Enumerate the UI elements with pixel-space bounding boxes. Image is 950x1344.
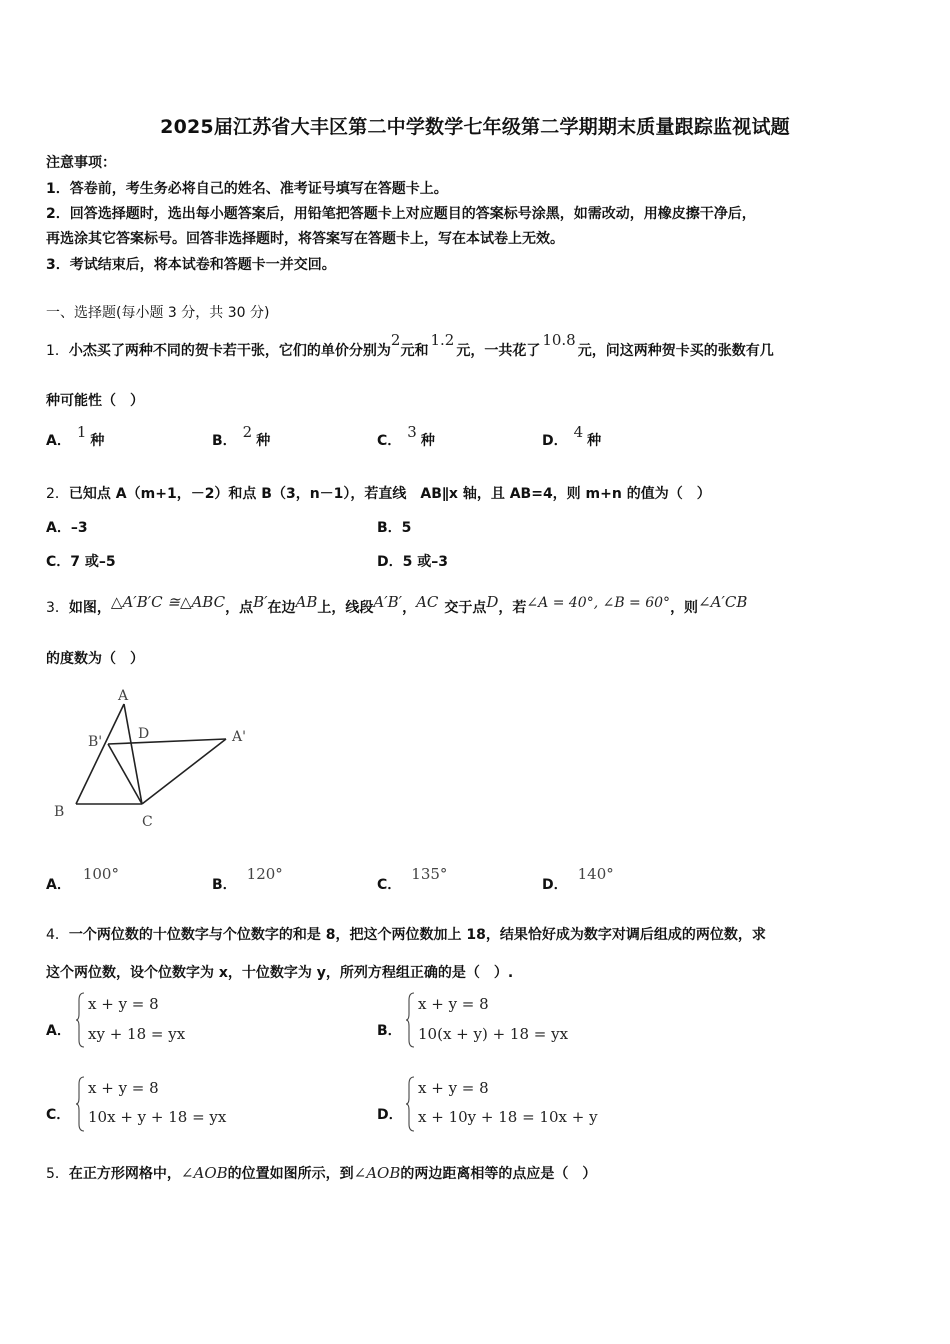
q3-option-c[interactable] [377, 865, 448, 894]
option-label: B． [377, 520, 402, 536]
segment-b-a [76, 704, 124, 804]
question-3-line-1 [46, 593, 748, 617]
q3-option-b[interactable] [212, 865, 283, 894]
option-label: B． [212, 877, 237, 893]
option-text: 5 或–3 [402, 554, 448, 570]
equation-line: 10(x + y) + 18 = yx [418, 1025, 569, 1043]
option-label: D． [542, 433, 568, 449]
question-3-line-2: 的度数为（ ） [46, 651, 144, 667]
option-value: 135° [411, 865, 448, 883]
text: 的位置如图所示，到 [227, 1166, 354, 1182]
option-text: 5 [401, 520, 412, 536]
q4-option-d-label[interactable]: D． [377, 1107, 403, 1123]
q3-option-d[interactable] [542, 865, 614, 894]
label-c: C [142, 814, 153, 830]
label-b: B [54, 804, 65, 820]
notice-item-2: 2．回答选择题时，选出每小题答案后，用铅笔把答题卡上对应题目的答案标号涂黑，如需改动，用橡皮擦干净后， [46, 206, 756, 222]
text: 元，一共花了 [456, 343, 541, 359]
math: △A′B′C ≅△ABC [110, 593, 226, 611]
notice-item-2-cont: 再选涂其它答案标号。回答非选择题时，将答案写在答题卡上，写在本试卷上无效。 [46, 231, 564, 247]
question-number: 3． [46, 600, 69, 616]
segment-b1-a1 [108, 739, 226, 744]
math: 10.8 [542, 331, 576, 349]
math: 1.2 [430, 331, 455, 349]
question-2-text [46, 483, 711, 503]
q4-option-b-label[interactable]: B． [377, 1023, 402, 1039]
q3-option-a[interactable] [46, 865, 119, 894]
label-b-prime: B' [88, 734, 103, 750]
text: 元，问这两种贺卡买的张数有几 [577, 343, 774, 359]
equation-line: xy + 18 = yx [88, 1025, 186, 1043]
question-number: 2． [46, 486, 69, 502]
option-unit: 种 [90, 433, 105, 449]
math: 2 [390, 331, 401, 349]
text: 上，线段 [317, 600, 374, 616]
page-title: 2025届江苏省大丰区第二中学数学七年级第二学期期末质量跟踪监视试题 [160, 116, 790, 138]
text: 已知点 A（m+1，－2）和点 B（3，n－1），若直线 AB∥x 轴，且 AB=4，则 m+n 的值为（ ） [68, 486, 711, 502]
option-text: 7 或–5 [70, 554, 116, 570]
label-d: D [138, 726, 150, 742]
text: 在边 [267, 600, 296, 616]
option-unit: 种 [587, 433, 602, 449]
brace-icon [76, 1076, 86, 1132]
math: B′ [253, 593, 268, 611]
option-label: D． [377, 554, 403, 570]
question-number: 5． [46, 1166, 69, 1182]
notice-heading: 注意事项： [46, 155, 116, 171]
math: A′B′ [373, 593, 403, 611]
brace-icon [406, 1076, 416, 1132]
equation-line: 10x + y + 18 = yx [88, 1108, 227, 1126]
question-4-line-1 [46, 924, 766, 944]
equation-line: x + 10y + 18 = 10x + y [418, 1108, 598, 1126]
q2-option-a[interactable] [46, 517, 88, 537]
option-label: A． [46, 520, 71, 536]
equation-line: x + y = 8 [88, 1079, 159, 1097]
option-label: A． [46, 433, 71, 449]
notice-item-3: 3．考试结束后，将本试卷和答题卡一并交回。 [46, 257, 336, 273]
text: ，点 [225, 600, 254, 616]
option-label: A． [46, 877, 71, 893]
text: 在正方形网格中， [68, 1166, 181, 1182]
text: ， [402, 600, 417, 616]
brace-icon [406, 992, 416, 1048]
question-5-text [46, 1163, 596, 1183]
option-label: C． [377, 433, 402, 449]
q2-option-c[interactable] [46, 551, 116, 571]
math: ∠AOB [180, 1164, 228, 1182]
question-1-line-2: 种可能性（ ） [46, 393, 144, 409]
label-a-prime: A' [232, 729, 246, 745]
notice-item-1: 1．答卷前，考生务必将自己的姓名、准考证号填写在答题卡上。 [46, 181, 448, 197]
question-1-line-1 [46, 331, 774, 360]
text: ，若 [498, 600, 527, 616]
option-value: 120° [246, 865, 283, 883]
option-value: 4 [573, 423, 584, 441]
q1-option-d[interactable] [542, 423, 602, 450]
option-value: 3 [407, 423, 417, 441]
question-number: 4． [46, 927, 69, 943]
math: AC [416, 593, 439, 611]
option-unit: 种 [420, 433, 435, 449]
q4-option-c-label[interactable]: C． [46, 1107, 71, 1123]
text: 的两边距离相等的点应是（ ） [400, 1166, 597, 1182]
label-a: A [118, 688, 129, 704]
q1-option-a[interactable] [46, 423, 105, 450]
segment-a1-c [142, 739, 226, 804]
text: 小杰买了两种不同的贺卡若干张，它们的单价分别为 [68, 343, 391, 359]
math: ∠A′CB [698, 593, 748, 611]
section-heading: 一、选择题(每小题 3 分，共 30 分) [46, 305, 270, 321]
triangle-figure [40, 682, 270, 832]
option-label: C． [46, 554, 71, 570]
text: 交于点 [444, 600, 487, 616]
option-text: –3 [70, 520, 88, 536]
math: ∠A = 40°, ∠B = 60° [526, 595, 671, 611]
math: D [486, 593, 499, 611]
q1-option-c[interactable] [377, 423, 435, 450]
option-label: D． [542, 877, 568, 893]
question-number: 1． [46, 343, 69, 359]
text: 一个两位数的十位数字与个位数字的和是 8，把这个两位数加上 18，结果恰好成为数字对调后组成的两位数，求 [68, 927, 766, 943]
option-value: 2 [242, 423, 253, 441]
text: 元和 [400, 343, 429, 359]
equation-line: x + y = 8 [418, 1079, 489, 1097]
option-value: 1 [76, 423, 87, 441]
text: ，则 [670, 600, 699, 616]
equation-line: x + y = 8 [418, 995, 489, 1013]
math: ∠AOB [353, 1164, 401, 1182]
equation-line: x + y = 8 [88, 995, 159, 1013]
brace-icon [76, 992, 86, 1048]
question-4-line-2: 这个两位数，设个位数字为 x，十位数字为 y，所列方程组正确的是（ ）. [46, 965, 514, 981]
math: AB [295, 593, 318, 611]
q4-option-a-label[interactable]: A． [46, 1023, 71, 1039]
option-label: C． [377, 877, 402, 893]
q2-option-b[interactable] [377, 517, 411, 537]
q1-option-b[interactable] [212, 423, 271, 450]
q2-option-d[interactable] [377, 551, 448, 571]
option-value: 100° [82, 865, 119, 883]
option-label: B． [212, 433, 237, 449]
text: 如图， [68, 600, 111, 616]
option-value: 140° [577, 865, 614, 883]
option-unit: 种 [256, 433, 271, 449]
